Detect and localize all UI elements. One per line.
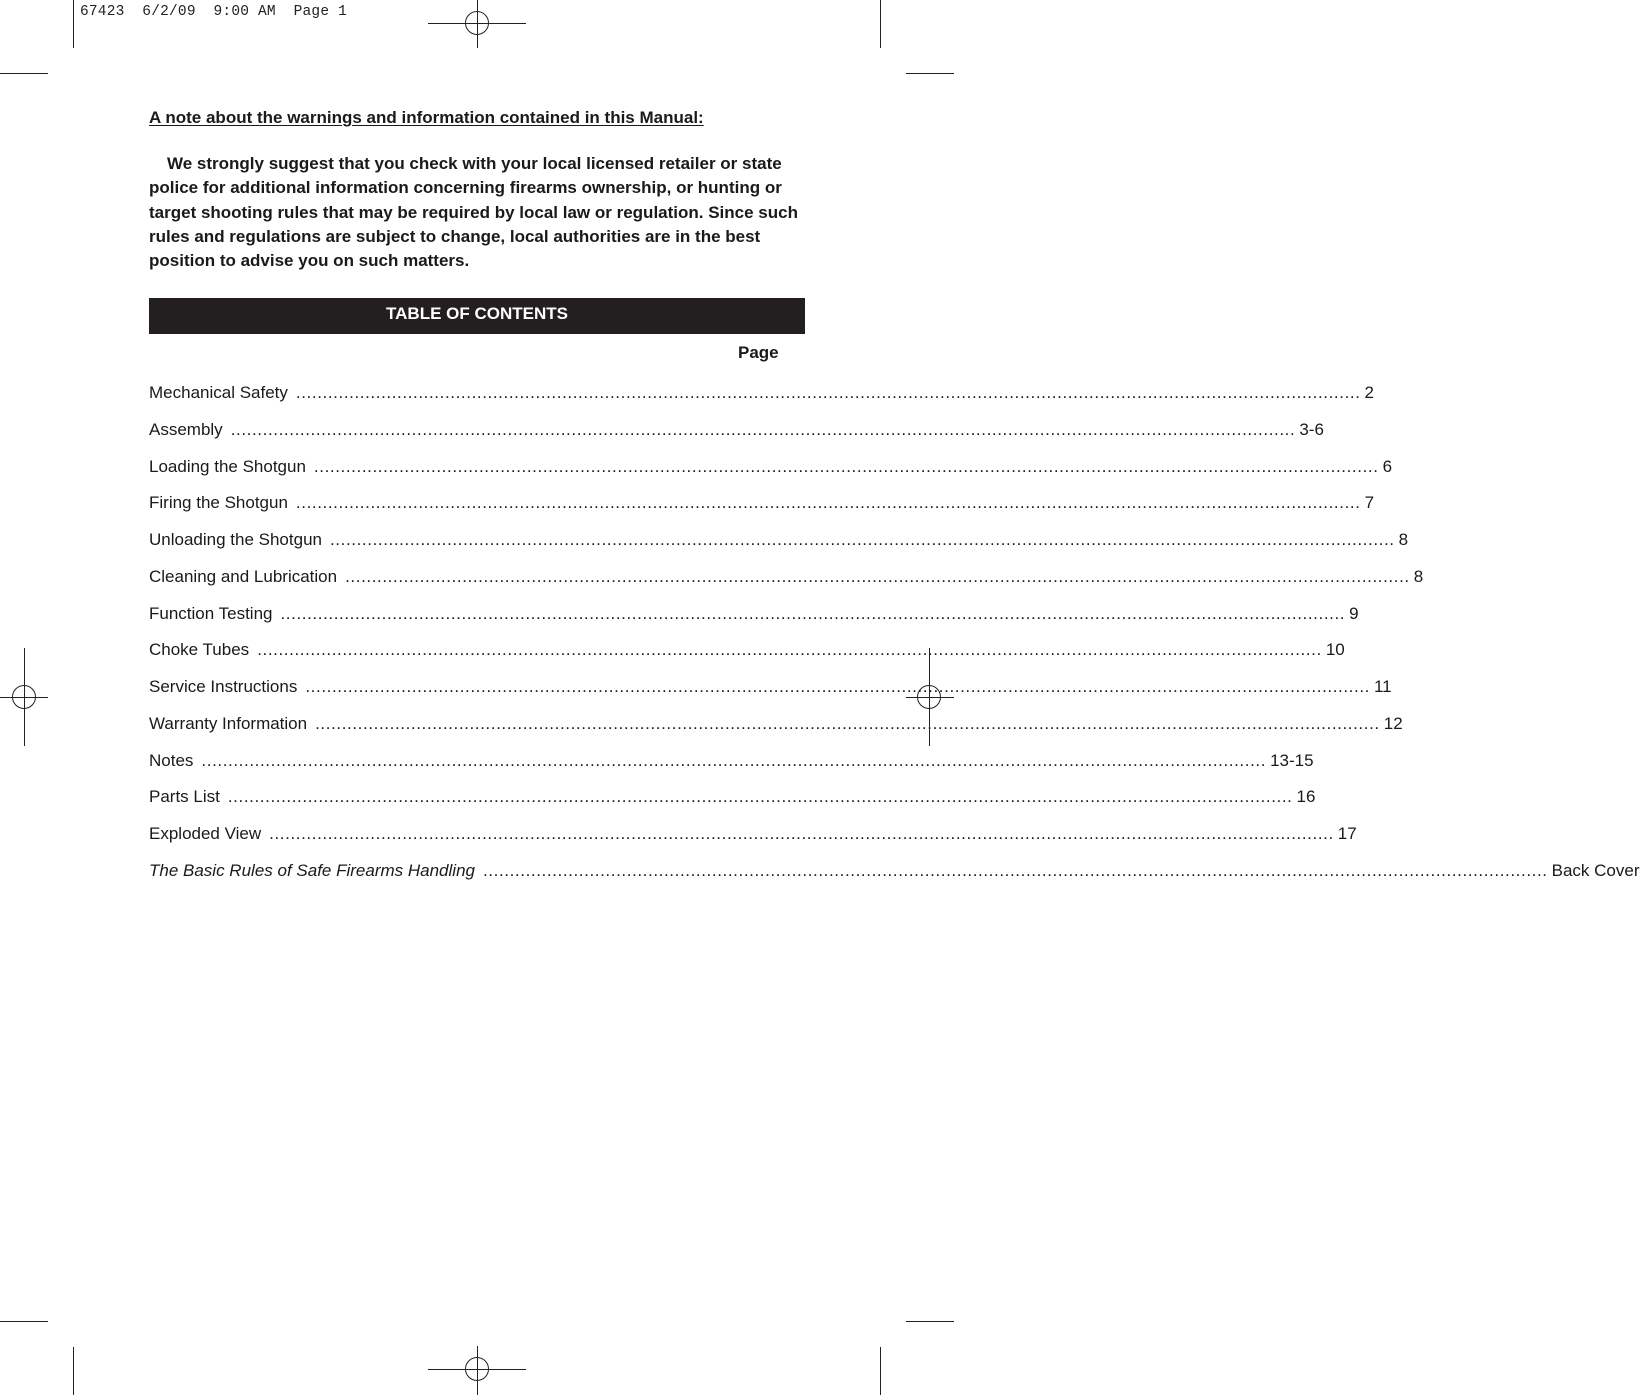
toc-entry bbox=[149, 530, 1409, 567]
toc-entry bbox=[149, 713, 1403, 751]
toc-entry bbox=[149, 824, 1357, 861]
toc-entry-title: Mechanical Safety bbox=[149, 383, 288, 402]
toc-entry-title: Cleaning and Lubrication bbox=[149, 566, 338, 586]
toc-entry-page: Back Cover bbox=[1551, 860, 1640, 880]
toc-entry bbox=[149, 677, 1392, 714]
toc-entry-title: The Basic Rules of Safe Firearms Handling bbox=[149, 860, 475, 880]
toc-entry bbox=[149, 750, 1314, 788]
toc-entry-title: Exploded View bbox=[149, 824, 262, 843]
toc-entry bbox=[149, 419, 1324, 457]
toc-leader-dots: ........................................................................................................................................................................................................ bbox=[269, 824, 1334, 843]
crop-mark-bottom-left-h bbox=[0, 1321, 48, 1322]
toc-entry-page: 7 bbox=[1364, 493, 1375, 513]
toc-entry-title: Warranty Information bbox=[149, 713, 308, 733]
toc-leader-dots: ........................................................................................................................................................................................................ bbox=[257, 640, 1322, 660]
toc-entry-title: Unloading the Shotgun bbox=[149, 530, 322, 549]
toc-entry-title: Function Testing bbox=[149, 603, 273, 623]
toc-entry-title: Assembly bbox=[149, 419, 223, 439]
reg-mark-top-circle bbox=[465, 11, 489, 35]
toc-leader-dots: ........................................................................................................................................................................................................ bbox=[345, 566, 1410, 586]
toc-entry-page: 17 bbox=[1337, 824, 1357, 843]
toc-entry bbox=[149, 456, 1393, 494]
note-body: We strongly suggest that you check with your local licensed retailer or state police for additional information concerning firearms ownership, or hunting or target shooting rules that may be required by local law or regulation. Since such rules and regulations are subject to change, local authorities are in the best position to advise you on such matters. bbox=[149, 154, 798, 271]
toc-entry-title: Choke Tubes bbox=[149, 640, 250, 660]
toc-entry-page: 9 bbox=[1349, 603, 1359, 623]
crop-mark-bottom-right-h bbox=[906, 1321, 954, 1322]
toc-leader-dots: ........................................................................................................................................................................................................ bbox=[295, 493, 1361, 513]
toc-entry-title: Firing the Shotgun bbox=[149, 493, 288, 513]
toc-entry bbox=[149, 860, 1640, 898]
toc-list bbox=[149, 383, 1640, 898]
toc-entry-page: 2 bbox=[1364, 383, 1375, 402]
toc-entry bbox=[149, 603, 1359, 641]
toc-leader-dots: ........................................................................................................................................................................................................ bbox=[482, 860, 1548, 880]
crop-mark-top-left-h bbox=[0, 73, 48, 74]
note-title: A note about the warnings and information contained in this Manual: bbox=[149, 108, 704, 127]
toc-entry bbox=[149, 566, 1424, 604]
toc-entry-page: 10 bbox=[1325, 640, 1345, 660]
reg-mark-left-circle bbox=[12, 685, 36, 709]
toc-entry-page: 8 bbox=[1413, 566, 1424, 586]
toc-entry-page: 12 bbox=[1383, 713, 1403, 733]
toc-leader-dots: ........................................................................................................................................................................................................ bbox=[230, 419, 1296, 439]
toc-entry-page: 11 bbox=[1373, 677, 1392, 696]
toc-leader-dots: ........................................................................................................................................................................................................ bbox=[280, 603, 1346, 623]
toc-entry-title: Notes bbox=[149, 750, 194, 770]
toc-heading: TABLE OF CONTENTS bbox=[149, 298, 805, 334]
toc-entry-page: 16 bbox=[1296, 787, 1316, 807]
print-slug: 67423 6/2/09 9:00 AM Page 1 bbox=[80, 4, 348, 20]
toc-entry-page: 8 bbox=[1398, 530, 1409, 549]
toc-entry-title: Parts List bbox=[149, 787, 220, 807]
reg-mark-bottom-circle bbox=[465, 1357, 489, 1381]
toc-leader-dots: ........................................................................................................................................................................................................ bbox=[201, 750, 1267, 770]
toc-entry bbox=[149, 640, 1345, 677]
toc-leader-dots: ........................................................................................................................................................................................................ bbox=[295, 383, 1361, 402]
toc-entry-title: Loading the Shotgun bbox=[149, 456, 306, 476]
toc-leader-dots: ........................................................................................................................................................................................................ bbox=[305, 677, 1370, 696]
toc-leader-dots: ........................................................................................................................................................................................................ bbox=[313, 456, 1379, 476]
crop-mark-bottom-left-v bbox=[73, 1347, 74, 1395]
toc-entry-page: 13-15 bbox=[1270, 750, 1314, 770]
toc-entry bbox=[149, 787, 1316, 824]
toc-page-label: Page bbox=[738, 343, 779, 362]
toc-entry bbox=[149, 383, 1375, 420]
toc-entry-page: 6 bbox=[1382, 456, 1393, 476]
toc-entry bbox=[149, 493, 1375, 530]
crop-mark-top-right-v bbox=[880, 0, 881, 48]
toc-leader-dots: ........................................................................................................................................................................................................ bbox=[315, 713, 1380, 733]
toc-entry-title: Service Instructions bbox=[149, 677, 298, 696]
crop-mark-top-right-h bbox=[906, 73, 954, 74]
toc-entry-page: 3-6 bbox=[1299, 419, 1324, 439]
toc-leader-dots: ........................................................................................................................................................................................................ bbox=[227, 787, 1293, 807]
crop-mark-bottom-right-v bbox=[880, 1347, 881, 1395]
crop-mark-top-left-v bbox=[73, 0, 74, 48]
toc-leader-dots: ........................................................................................................................................................................................................ bbox=[329, 530, 1395, 549]
